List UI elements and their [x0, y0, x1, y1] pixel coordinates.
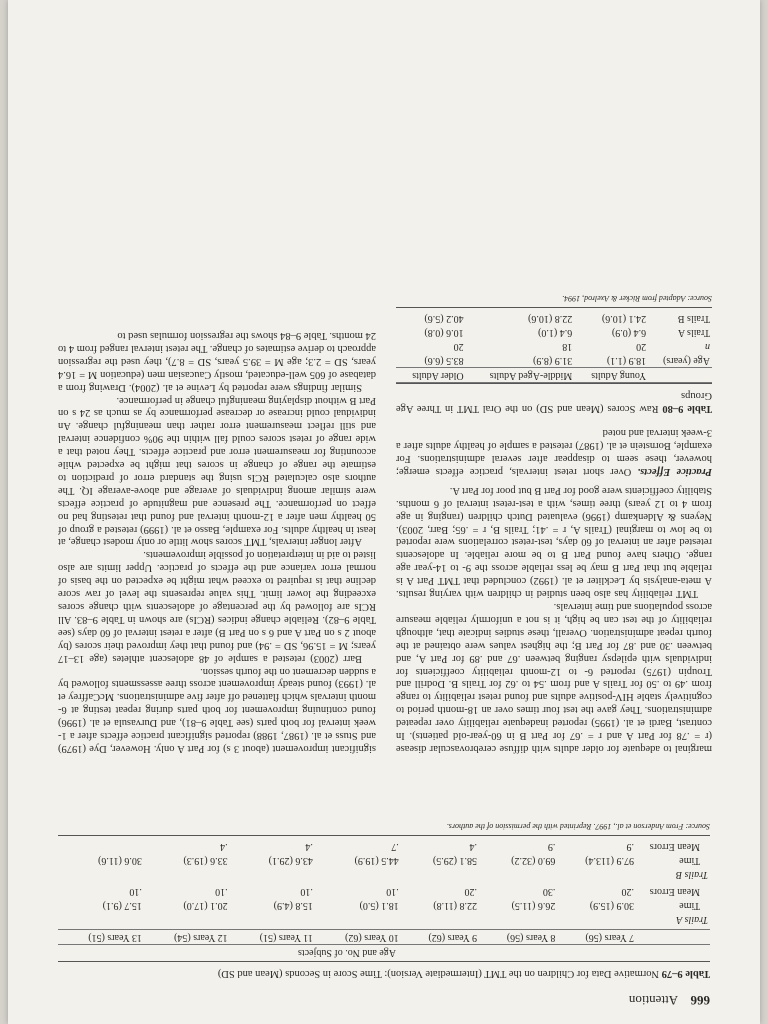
cell: 18.9 (1.1) — [574, 353, 648, 368]
running-head — [629, 992, 710, 1008]
table-9-79-grid — [58, 839, 710, 961]
table-row — [58, 839, 710, 853]
cell: .4 — [469, 841, 478, 852]
table-row — [396, 325, 712, 339]
cell: 10.6 (0.8) — [424, 327, 464, 339]
left-column — [396, 293, 712, 754]
cell: .7 — [391, 841, 399, 852]
row-label: n — [705, 341, 710, 353]
col-header: Young Adults — [574, 368, 648, 383]
cell: .10 — [215, 886, 228, 897]
table-9-80-source: Source: Adapted from Ricker & Axelrod, 1994. — [562, 294, 712, 304]
cell: 97.9 (113.4) — [585, 855, 634, 866]
cell: .9 — [626, 841, 634, 852]
col-header: Middle-Aged Adults — [466, 368, 575, 383]
cell: 6.4 (0.9) — [611, 327, 647, 339]
col-header: 10 Years (62) — [315, 930, 401, 945]
table-row — [396, 353, 712, 368]
cell: 24.1 (10.6) — [601, 313, 647, 325]
right-column — [58, 328, 376, 754]
cell: 20.1 (17.0) — [183, 900, 228, 911]
table-9-80-title: Raw Scores (Mean and SD) on the Oral TMT in Three Age Groups — [395, 390, 712, 415]
cell: 15.8 (4.9) — [273, 900, 313, 911]
page-number: 666 — [690, 993, 710, 1008]
table-9-80 — [396, 293, 712, 415]
cell: .4 — [220, 841, 228, 852]
cell — [58, 839, 144, 853]
col-header — [648, 368, 712, 383]
table-9-79-group-header: Age and No. of Subjects — [297, 947, 397, 958]
cell: 58.1 (29.5) — [432, 855, 478, 866]
page-content-upside-down — [8, 0, 760, 1024]
cell: 22.8 (11.8) — [433, 900, 478, 911]
practice-effects-text: Over short retest intervals, practice effects emerge; however, these seem to disappear after several administrations. For example, Bornstein et al. (1987) retested a sample of healthy adults after a 3-week interval and noted — [396, 427, 712, 477]
paragraph: TMT reliability has also been studied in children with varying results. A meta-analysis by Leckliter et al. (1992) concluded that TMT Part A is reliable but that Part B may be less reliable across the 9- to 14-year age range. Others have found Part B to be more reliable. In adolescents retested after an interval of 60 days, test-retest correlations were reported to be low to marginal (Trails A, r = .41; Trails B, r = .65; Barr, 2003). Neyens & Aldenkamp (1996) evaluated Dutch children (ranging in age from 4 to 12 years) three times, with a test-retest interval of 6 months. Stability coefficients were good for Part B but poor for Part A. — [396, 484, 712, 600]
table-9-80-caption — [396, 389, 712, 415]
section-label: Trails A — [58, 912, 710, 930]
table-9-79-title: Normative Data for Children on the TMT (Intermediate Version): Time Score in Seconds (Mean and SD) — [217, 968, 660, 979]
section-label: Trails B — [676, 869, 708, 880]
cell: 30.9 (15.9) — [589, 900, 634, 911]
cell: .30 — [542, 886, 556, 897]
cell: .20 — [464, 886, 478, 897]
paragraph: After longer intervals, TMT scores show little or only modest change, at least in healthy adults. For example, Basso et al. (1999) retested a group of 50 healthy men after a 12-month interval and found that retesting had no effect on performance. The presence and magnitude of practice effects were similar among individuals of average and above-average IQ. The authors also calculated RCIs using the standard error of prediction to estimate the range of change in scores that might be expected while accounting for measurement error and practice effects. They noted that a wide range of retest scores could fall within the 90% confidence interval and still reflect measurement error rather than meaningful change. An individual could increase or decrease performance by as much as 24 s on Part B without displaying meaningful change in performance. — [58, 394, 376, 548]
table-9-80-label: Table 9–80 — [662, 403, 712, 415]
cell: .10 — [129, 886, 142, 897]
cell: 6.4 (1.0) — [538, 327, 573, 339]
col-header: 13 Years (51) — [58, 930, 144, 945]
col-header: 11 Years (51) — [230, 930, 315, 945]
practice-effects-heading: Practice Effects. — [637, 465, 712, 477]
cell: 33.6 (19.3) — [183, 855, 228, 866]
cell: 30.6 (11.6) — [98, 855, 142, 866]
table-row — [58, 884, 710, 898]
col-header: Older Adults — [396, 368, 466, 383]
col-header: 8 Years (56) — [479, 930, 557, 945]
table-rule-top — [58, 961, 710, 962]
practice-effects-paragraph — [396, 425, 712, 477]
cell: .10 — [300, 886, 313, 897]
cell: .4 — [305, 841, 313, 852]
cell: 26.6 (11.5) — [511, 900, 556, 911]
col-header: 7 Years (56) — [557, 930, 636, 945]
row-label: Time — [679, 900, 700, 911]
table-9-79-source: Source: From Anderson et al., 1997. Reprinted with the permission of the authors. — [446, 822, 710, 831]
cell: .10 — [386, 886, 399, 897]
row-label: Mean Errors — [649, 841, 700, 852]
table-rule-top — [396, 383, 712, 384]
col-header-empty — [636, 930, 710, 945]
table-row — [396, 339, 712, 353]
cell: .20 — [621, 886, 634, 897]
table-row — [396, 311, 712, 325]
col-header: 12 Years (54) — [144, 930, 230, 945]
cell: 31.9 (8.9) — [466, 353, 575, 368]
table-rule-bottom — [58, 835, 710, 836]
cell: 20 — [636, 341, 647, 353]
paragraph: Similar findings were reported by Levine et al. (2004). Drawing from a database of 605 well-educated, mostly Caucasian men (education M = 16.4 years, SD = 2.3; age M = 39.5 years, SD = 8.7), they used the regression approach to derive estimates of change. The retest interval ranged from 4 to 24 months. Table 9–84 shows the regression formulas used to — [58, 330, 376, 393]
table-9-79-label: Table 9–79 — [661, 968, 710, 979]
cell: 20 — [453, 341, 464, 353]
col-header: 9 Years (62) — [401, 930, 479, 945]
cell: 43.6 (29.1) — [268, 855, 313, 866]
table-row — [58, 898, 710, 912]
scanned-page — [8, 0, 760, 1024]
row-label: Time — [679, 855, 700, 866]
cell: 83.5 (6.6) — [396, 353, 466, 368]
row-label: Trails B — [677, 313, 710, 325]
table-9-79-caption — [58, 967, 710, 980]
paragraph: Barr (2003) retested a sample of 48 adolescent athletes (age 13–17 years; M = 15.96, SD = .94) and found that they improved their scores (by about 2 s on Part A and 6 s on Part B) after a retest interval of 60 days (see Table 9–82). Reliable change indices (RCIs) are shown in Table 9–83. All RCIs are followed by the percentage of adolescents with change scores exceeding the lower limit. This value represents the level of raw score decline that is required to exceed what might be expected on the basis of normal error variance and the effects of practice. Upper limits are also listed to aid in interpretation of possible improvements. — [58, 549, 376, 664]
cell: .9 — [547, 841, 556, 852]
cell: 18.1 (5.0) — [359, 900, 399, 911]
row-label: Mean Errors — [649, 886, 700, 897]
row-label: Age (years) — [648, 353, 712, 368]
row-label: Trails A — [677, 327, 710, 339]
cell: 44.5 (19.9) — [354, 855, 399, 866]
paragraph: marginal to adequate for older adults with diffuse cerebrovascular disease (r = .78 for Part A and r = .67 for Part B in 60-year-old patients). In contrast, Bardi et al. (1995) reported inadequate reliability over repeated administrations. They gave the test four times over an 18-month period to cognitively stable HIV-positive adults and found retest reliability to range from .49 to .50 for Trails A and from .54 to .62 for Trails B. Dodrill and Troupin (1975) reported 6- to 12-month reliability coefficients for individuals with epilepsy ranging between .67 and .89 for Part A, and between .30 and .87 for Part B; the highest values were obtained at the fourth repeat administration. Overall, these studies indicate that, although reliability of the test can be high, it is not a uniformly reliable measure across populations and time intervals. — [396, 601, 712, 754]
table-9-80-grid — [396, 311, 712, 383]
cell: 15.7 (9.1) — [102, 900, 142, 911]
cell: 18 — [562, 341, 573, 353]
table-9-79 — [58, 821, 710, 980]
table-row — [58, 853, 710, 867]
cell: 40.2 (5.6) — [424, 313, 464, 325]
paragraph: significant improvement (about 3 s) for Part A only. However, Dye (1979) and Stuss et al. (1987, 1988) reported significant practice effects after a 1-week interval for both parts (see Table 9–81), and Durvasula et al. (1996) found continuing improvement for both parts during repeat testing at 6-month intervals which flattened off after five administrations. McCaffrey et al. (1993) found steady improvement across three assessments followed by a sudden decrement on the fourth session. — [58, 665, 376, 754]
table-rule-bottom — [396, 307, 712, 308]
cell: 22.8 (10.6) — [528, 313, 573, 325]
cell: 69.0 (32.2) — [511, 855, 556, 866]
section-title: Attention — [628, 993, 678, 1008]
